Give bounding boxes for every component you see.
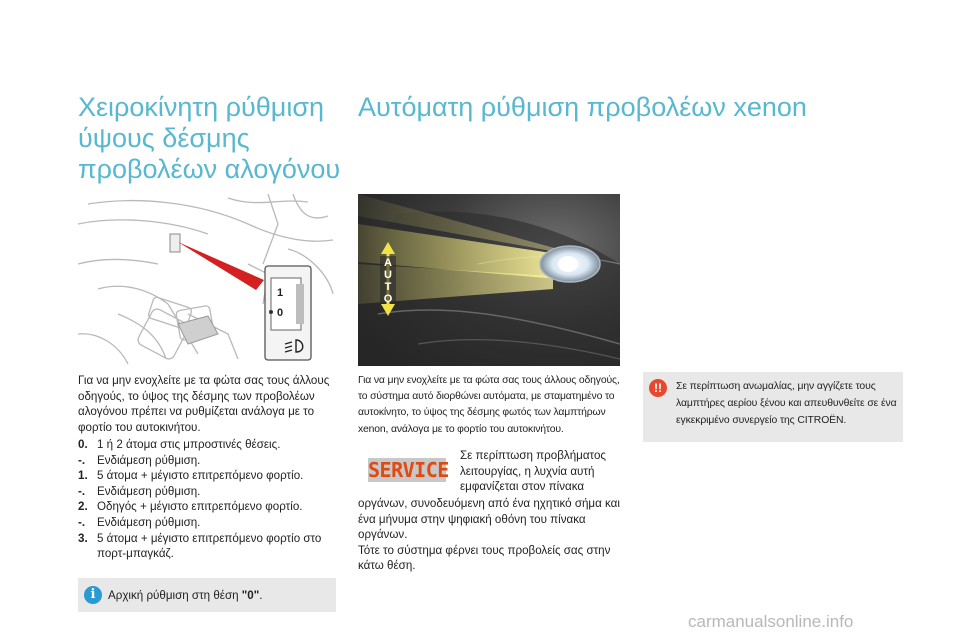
left-title-line-1: Χειροκίνητη ρύθμιση [78,92,324,122]
left-intro-text: Για να μην ενοχλείτε με τα φώτα σας τους άλλους οδηγούς, το ύψος της δέσμης των προβολέων αλογόνου πρέπει να ρυθμίζεται ανάλογα με το φορτίο του αυτοκινήτου. [78,374,330,434]
service-text-result: Τότε το σύστημα φέρνει τους προβολείς σας στην κάτω θέση. [358,543,611,573]
load-positions-list [78,437,340,562]
auto-letter-t: T [384,281,392,293]
list-key: -. [78,515,86,529]
watermark: carmanualsonline.info [688,612,854,631]
list-key: -. [78,484,86,498]
list-key: 2. [78,500,88,514]
auto-letter-a: A [384,257,392,269]
xenon-intro-text: Για να μην ενοχλείτε με τα φώτα σας τους άλλους οδηγούς, το σύστημα αυτό διορθώνει αυτόματα, με σταματημένο το αυτοκίνητο, το ύψος της δέσμης φωτός των λαμπτήρων xenon, ανάλογα με το φορτίο του αυτοκινήτου. [358,375,620,435]
info-value: "0" [241,589,260,602]
list-text: 1 ή 2 άτομα στις μπροστινές θέσεις. [97,438,281,451]
list-text: 5 άτομα + μέγιστο επιτρεπόμενο φορτίο. [97,469,304,483]
headlamp-dial-illustration [78,194,336,366]
info-note-box [78,578,336,612]
warning-note-text: Σε περίπτωση ανωμαλίας, μην αγγίζετε τους λαμπτήρες αερίου ξένου και απευθυνθείτε σε ένα εγκεκριμένο συνεργείο της CITROËN. [676,381,897,426]
list-item [78,499,340,515]
list-item [78,531,340,562]
list-key: 0. [78,438,88,451]
list-text: Ενδιάμεση ρύθμιση. [97,484,201,498]
warning-note-box [643,372,903,442]
list-item [78,484,340,500]
list-item [78,437,340,453]
info-note-text [108,588,262,603]
auto-letter-o: O [383,293,393,305]
list-key: -. [78,453,86,467]
service-text-part-b [358,496,628,574]
xenon-auto-illustration [358,194,620,366]
list-item [78,515,340,531]
info-icon: i [84,586,102,604]
right-section-title: Αυτόματη ρύθμιση προβολέων xenon [358,92,807,122]
left-section-title [78,92,358,185]
list-text: 5 άτομα + μέγιστο επιτρεπόμενο φορτίο στο πορτ-μπαγκάζ. [97,531,322,561]
list-key: 1. [78,469,88,483]
left-title-line-2: ύψους δέσμης [78,123,250,153]
list-key: 3. [78,531,88,545]
info-prefix: Αρχική ρύθμιση στη θέση [108,589,242,602]
warning-icon: !! [649,379,667,397]
service-warning-icon: SERVICE [368,458,449,482]
list-text: Οδηγός + μέγιστο επιτρεπόμενο φορτίο. [97,500,303,514]
info-suffix: . [259,589,263,602]
dial-label-1: 1 [277,287,284,299]
dial-label-0: 0 [277,307,284,319]
left-title-line-3: προβολέων αλογόνου [78,154,341,184]
list-text: Ενδιάμεση ρύθμιση. [97,515,201,529]
service-text-continued: οργάνων, συνοδευόμενη από ένα ηχητικό σήμα και ένα μήνυμα στην ψηφιακή οθόνη του πίνακα οργάνων. [358,497,620,542]
list-item [78,453,340,469]
auto-letter-u: U [384,269,392,281]
list-item [78,468,340,484]
list-text: Ενδιάμεση ρύθμιση. [97,453,201,467]
service-text-part-a: Σε περίπτωση προβλήματος λειτουργίας, η λυχνία αυτή εμφανίζεται στον πίνακα [460,449,606,494]
